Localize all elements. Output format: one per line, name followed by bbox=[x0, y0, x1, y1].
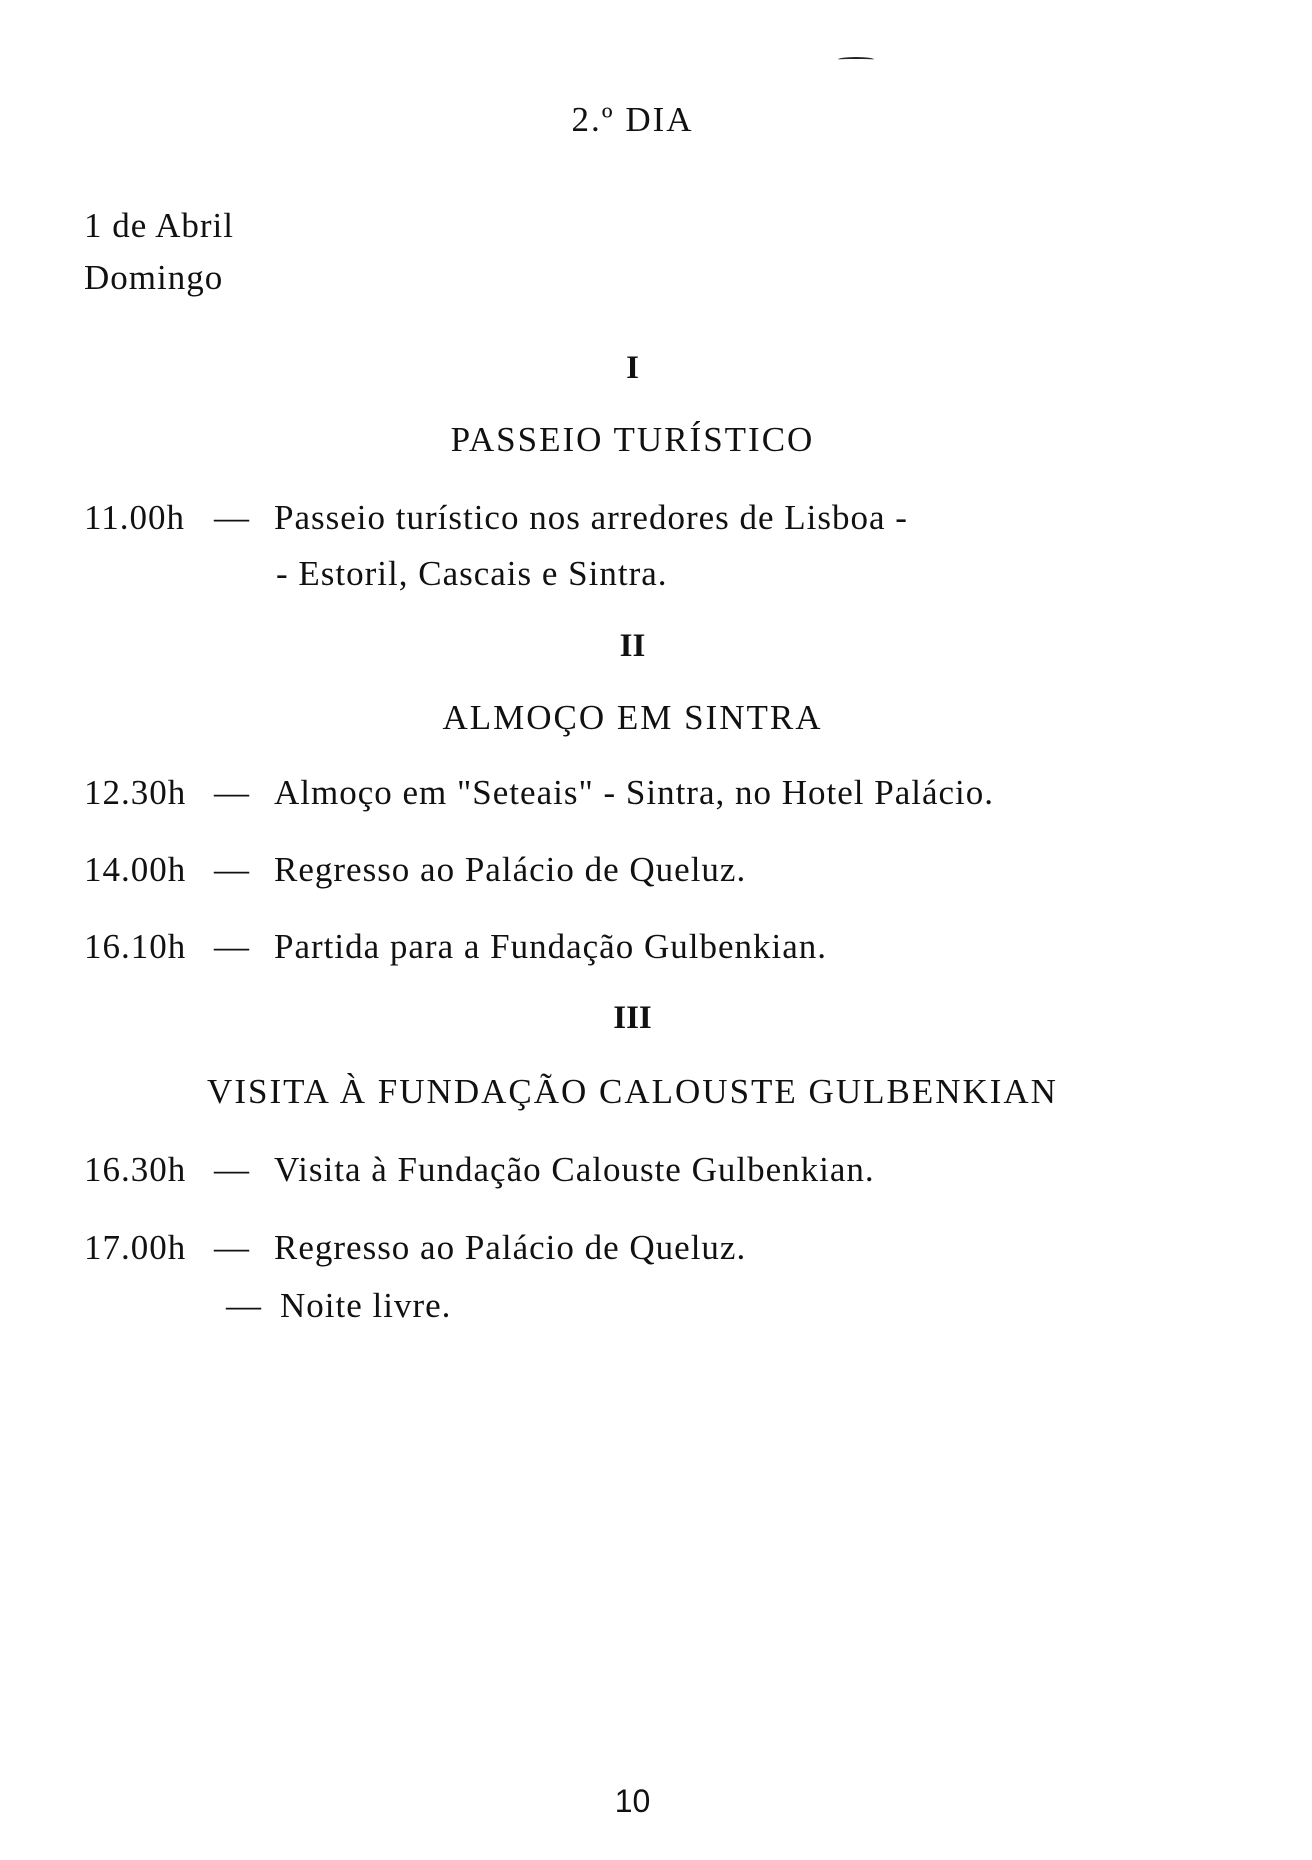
schedule-text: Partida para a Fundação Gulbenkian. bbox=[274, 927, 828, 966]
day-title: 2.º DIA bbox=[571, 100, 694, 139]
schedule-dash: — bbox=[214, 498, 250, 537]
schedule-text: Visita à Fundação Calouste Gulbenkian. bbox=[274, 1150, 875, 1189]
schedule-text: Passeio turístico nos arredores de Lisboa - bbox=[274, 498, 908, 537]
section-title: ALMOÇO EM SINTRA bbox=[442, 698, 823, 737]
schedule-dash: — bbox=[214, 850, 250, 889]
section-number: II bbox=[619, 628, 646, 664]
schedule-time: 12.30h bbox=[84, 773, 187, 812]
date-label: 1 de Abril bbox=[84, 206, 234, 245]
schedule-dash: — bbox=[214, 1228, 250, 1267]
schedule-item bbox=[84, 498, 908, 538]
section-title: VISITA À FUNDAÇÃO CALOUSTE GULBENKIAN bbox=[207, 1072, 1058, 1111]
schedule-text: Almoço em "Seteais" - Sintra, no Hotel Palácio. bbox=[274, 773, 995, 812]
schedule-time: 16.10h bbox=[84, 927, 187, 966]
schedule-extra bbox=[226, 1286, 451, 1326]
schedule-time: 14.00h bbox=[84, 850, 187, 889]
date-block bbox=[84, 200, 234, 304]
page-number: 10 bbox=[614, 1783, 651, 1819]
section-number: I bbox=[626, 350, 639, 386]
schedule-dash: — bbox=[226, 1286, 262, 1325]
schedule-item bbox=[84, 1150, 875, 1190]
schedule-text: Regresso ao Palácio de Queluz. bbox=[274, 850, 747, 889]
schedule-item bbox=[84, 927, 827, 967]
section-title: PASSEIO TURÍSTICO bbox=[450, 420, 815, 459]
scan-mark bbox=[838, 57, 874, 62]
schedule-dash: — bbox=[214, 927, 250, 966]
schedule-text: Regresso ao Palácio de Queluz. bbox=[274, 1228, 747, 1267]
schedule-item bbox=[84, 1228, 746, 1268]
schedule-time: 17.00h bbox=[84, 1228, 187, 1267]
schedule-dash: — bbox=[214, 1150, 250, 1189]
weekday-label: Domingo bbox=[84, 258, 224, 297]
schedule-continuation: - Estoril, Cascais e Sintra. bbox=[276, 554, 668, 593]
schedule-time: 16.30h bbox=[84, 1150, 187, 1189]
schedule-item bbox=[84, 773, 994, 813]
schedule-time: 11.00h bbox=[84, 498, 185, 537]
schedule-item bbox=[84, 850, 746, 890]
schedule-dash: — bbox=[214, 773, 250, 812]
section-number: III bbox=[613, 1000, 652, 1036]
schedule-text: Noite livre. bbox=[280, 1286, 452, 1325]
